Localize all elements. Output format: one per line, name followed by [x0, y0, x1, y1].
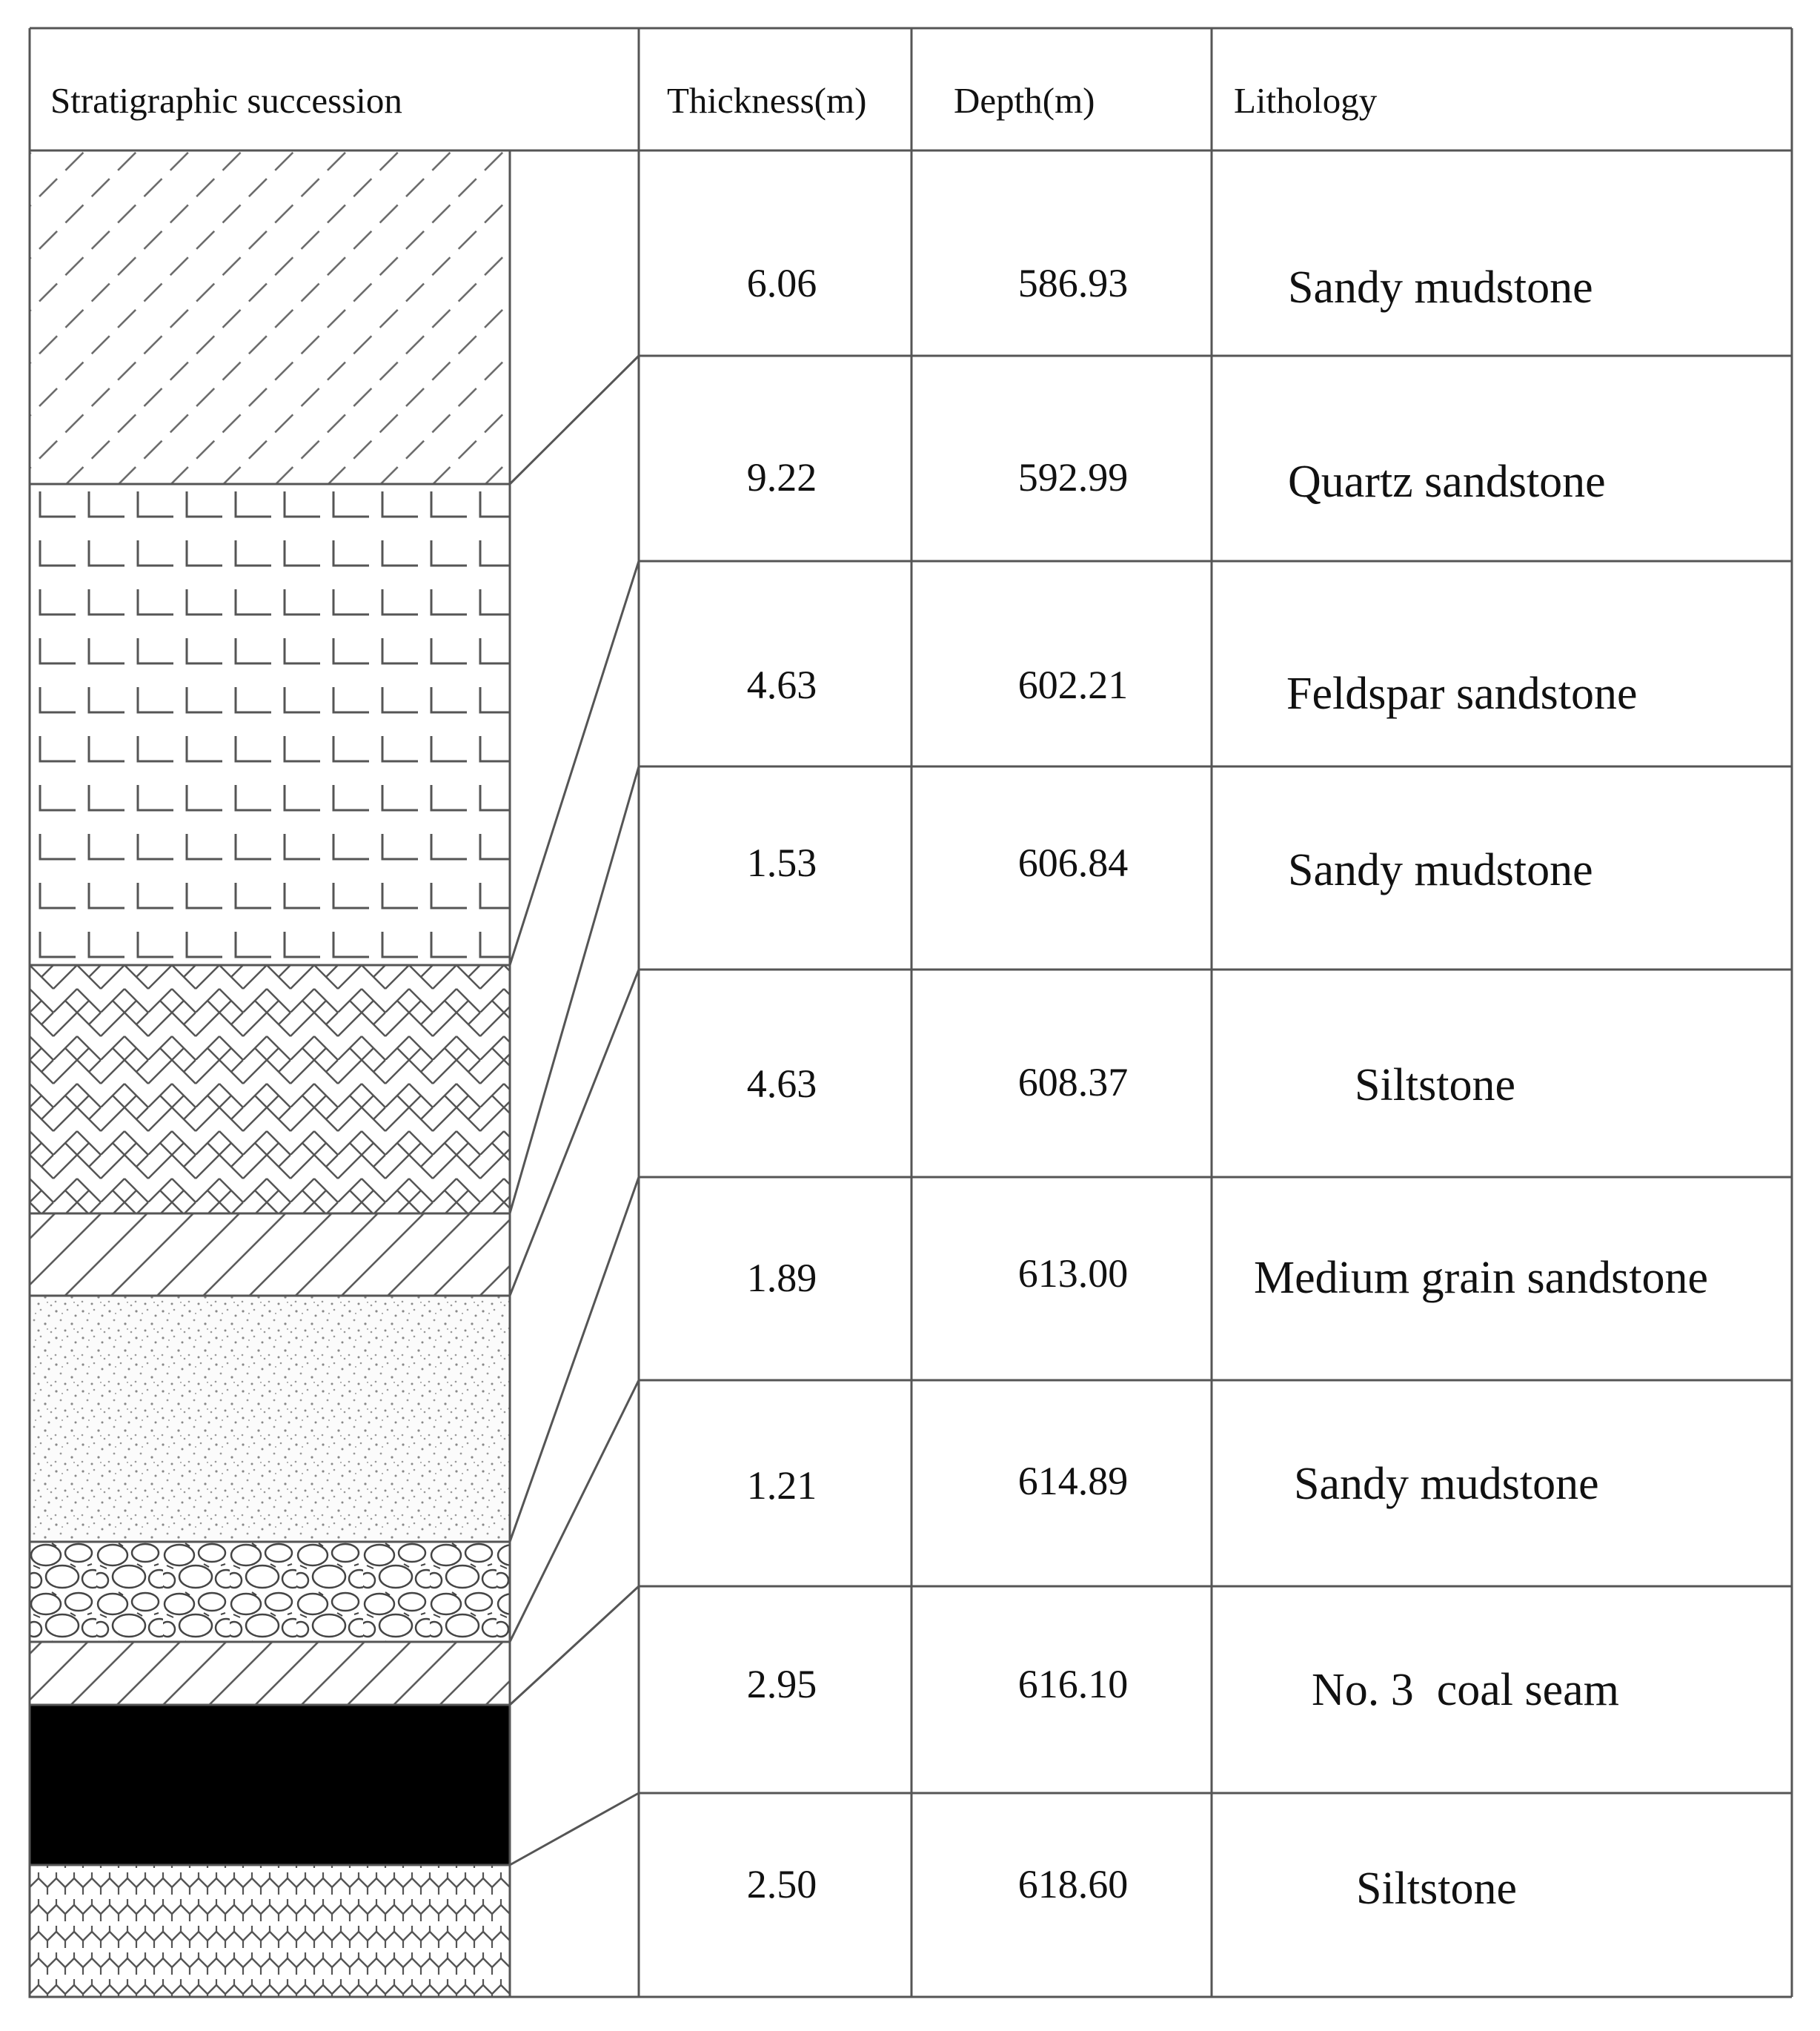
thickness-cell: 1.89: [746, 1256, 817, 1300]
lithology-cell: No. 3 coal seam: [1312, 1665, 1619, 1715]
lithology-cell: Quartz sandstone: [1288, 457, 1606, 507]
lithology-cell: Siltstone: [1356, 1863, 1518, 1914]
thickness-cell: 2.95: [746, 1662, 817, 1706]
depth-cell: 613.00: [1017, 1251, 1129, 1296]
thickness-cell: 4.63: [746, 1061, 817, 1106]
stratum-layer-zigzag-brick: [30, 1865, 510, 1997]
correlation-line: [510, 356, 639, 484]
depth-cell: 606.84: [1017, 841, 1129, 885]
thickness-cell: 4.63: [746, 663, 817, 707]
stratum-layer-fine-stipple: [30, 1296, 510, 1542]
table-body: [747, 261, 1708, 1914]
header-depth: Depth(m): [954, 80, 1095, 121]
stratum-layer-l-shaped-grid: [30, 484, 510, 965]
stratum-layer-herringbone: [30, 965, 510, 1213]
correlation-line: [510, 1793, 639, 1865]
correlation-line: [510, 970, 639, 1296]
lithology-cell: Sandy mudstone: [1288, 262, 1593, 313]
correlation-line: [510, 766, 639, 1213]
stratum-layer-diagonal-hatch: [30, 1642, 510, 1705]
stratum-layer-solid-black-coal: [30, 1705, 510, 1865]
lithology-cell: Sandy mudstone: [1294, 1459, 1599, 1509]
correlation-lines: [510, 356, 639, 1865]
stratum-layer-diagonal-dash-hatch: [30, 150, 510, 484]
header-stratigraphic-succession: Stratigraphic succession: [50, 80, 402, 121]
depth-cell: 608.37: [1017, 1060, 1129, 1104]
stratum-layer-pebble-conglomerate: [30, 1542, 510, 1642]
thickness-cell: 6.06: [746, 261, 817, 305]
depth-cell: 592.99: [1017, 455, 1129, 500]
header-thickness: Thickness(m): [667, 80, 867, 121]
lithology-cell: Feldspar sandstone: [1286, 669, 1638, 719]
header-lithology: Lithology: [1234, 80, 1378, 121]
depth-cell: 586.93: [1017, 261, 1129, 305]
depth-cell: 618.60: [1017, 1862, 1129, 1906]
lithology-cell: Sandy mudstone: [1288, 845, 1593, 895]
depth-cell: 602.21: [1017, 663, 1129, 707]
depth-cell: 616.10: [1017, 1662, 1129, 1706]
depth-cell: 614.89: [1017, 1459, 1129, 1503]
thickness-cell: 2.50: [746, 1862, 817, 1906]
thickness-cell: 1.53: [746, 841, 817, 885]
thickness-cell: 9.22: [746, 455, 817, 500]
thickness-cell: 1.21: [746, 1463, 817, 1508]
correlation-line: [510, 561, 639, 965]
correlation-line: [510, 1177, 639, 1542]
strata-column: [30, 150, 510, 1997]
lithology-cell: Medium grain sandstone: [1254, 1253, 1709, 1303]
stratum-layer-diagonal-hatch: [30, 1213, 510, 1296]
lithology-cell: Siltstone: [1355, 1060, 1516, 1110]
